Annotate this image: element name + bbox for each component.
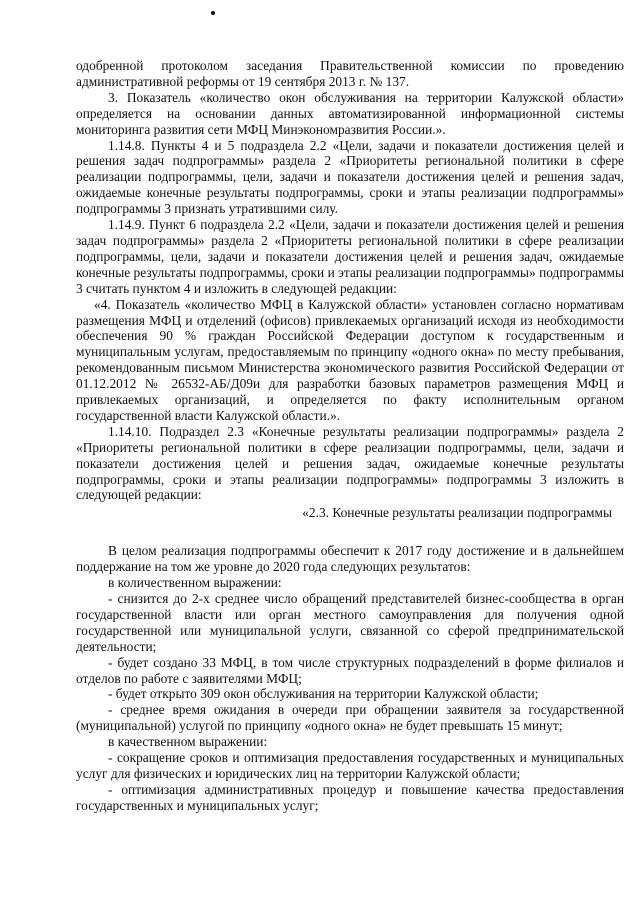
document-page: [76, 58, 624, 814]
paragraph: В целом реализация подпрограммы обеспечит к 2017 году достижение и в дальнейшем поддержание на том же уровне до 2020 года следующих результатов:: [76, 543, 624, 575]
list-item: - оптимизация административных процедур и повышение качества предоставления государственных и муниципальных услуг;: [76, 781, 624, 813]
paragraph: одобренной протоколом заседания Правительственной комиссии по проведению административной реформы от 19 сентября 2013 г. № 137.: [76, 58, 624, 89]
list-item: - будет открыто 309 окон обслуживания на территории Калужской области;: [108, 686, 539, 702]
list-item: - сокращение сроков и оптимизация предоставления государственных и муниципальных услуг для физических и юридических лиц на территории Калужской области;: [76, 750, 624, 781]
paragraph: 3. Показатель «количество окон обслуживания на территории Калужской области» определяется на основании данных автоматизированной информационной системы мониторинга развития сети МФЦ Минэкономразвития России.».: [76, 89, 624, 137]
spacer: [76, 521, 624, 543]
paragraph: 1.14.8. Пункты 4 и 5 подраздела 2.2 «Цели, задачи и показатели достижения целей и решения задач подпрограммы» раздела 2 «Приоритеты региональной политики в сфере реализации подпрограммы, цели, задачи и показатели достижения целей и решения задач, ожидаемые конечные результаты подпрограммы, сроки и этапы реализации подпрограммы» подпрограммы 3 признать утратившими силу.: [76, 137, 624, 217]
list-item: - снизится до 2-х среднее число обращений представителей бизнес-сообщества в орган государственной власти или орган местного самоуправления для получения одной государственной или муниципальной услуги, связанной со сферой предпринимательской деятельности;: [76, 591, 624, 654]
paragraph: 1.14.9. Пункт 6 подраздела 2.2 «Цели, задачи и показатели достижения целей и решения задач подпрограммы» раздела 2 «Приоритеты региональной политики в сфере реализации подпрограммы, цели, задачи и показатели достижения целей и решения задач, ожидаемые конечные результаты подпрограммы, сроки и этапы реализации подпрограммы» подпрограммы 3 считать пунктом 4 и изложить в следующей редакции:: [76, 217, 624, 296]
paragraph: 1.14.10. Подраздел 2.3 «Конечные результаты реализации подпрограммы» раздела 2 «Приоритеты региональной политики в сфере реализации подпрограммы, цели, задачи и показатели достижения целей и решения задач, ожидаемые конечные результаты подпрограммы, сроки и этапы реализации подпрограммы» подпрограммы 3 изложить в следующей редакции:: [76, 423, 624, 503]
list-heading: в качественном выражении:: [108, 734, 268, 750]
list-item: - среднее время ожидания в очереди при обращении заявителя за государственной (муниципальной) услугой по принципу «одного окна» не будет превышать 15 минут;: [76, 702, 624, 734]
section-title: «2.3. Конечные результаты реализации подпрограммы: [302, 505, 612, 521]
paragraph: «4. Показатель «количество МФЦ в Калужской области» установлен согласно нормативам размещения МФЦ и отделений (офисов) привлекаемых организаций исходя из необходимости обеспечения 90 % граждан Российской Федерации доступом к государственным и муниципальным услугам, предоставляемым по принципу «одного окна» по месту пребывания, рекомендованным письмом Министерства экономического развития Российской Федерации от 01.12.2012 № 26532-АБ/Д09и для разработки базовых параметров размещения МФЦ и привлекаемых организаций, и определяется по факту исполнительным органом государственной власти Калужской области.».: [76, 296, 624, 423]
page-mark-dot: [211, 11, 215, 15]
list-heading: в количественном выражении:: [108, 575, 282, 591]
list-item: - будет создано 33 МФЦ, в том числе структурных подразделений в форме филиалов и отделов по работе с заявителями МФЦ;: [76, 654, 624, 686]
